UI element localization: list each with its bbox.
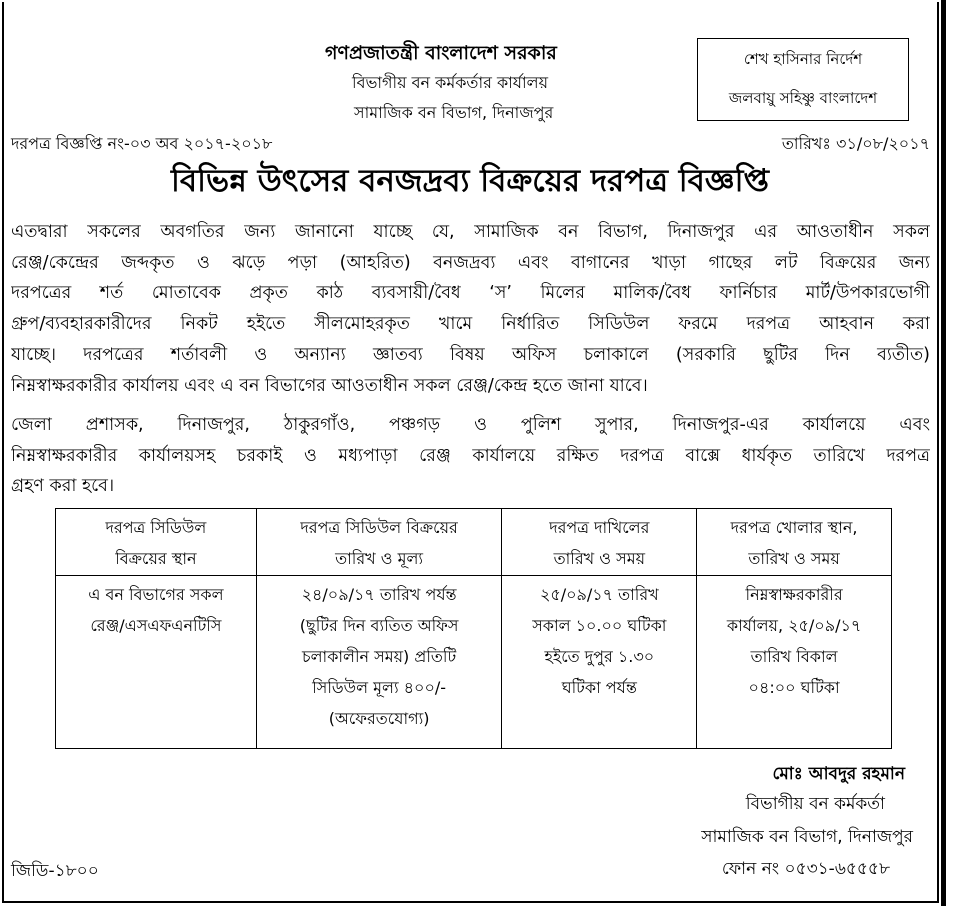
table-row <box>56 576 892 749</box>
slogan-line-1: শেখ হাসিনার নির্দেশ <box>743 49 863 68</box>
table-header-cell: দরপত্র সিডিউল বিক্রয়ের তারিখ ও মূল্য <box>256 509 502 576</box>
signatory-name: মোঃ আবদুর রহমান <box>772 764 905 784</box>
paragraph-line: নিম্নস্বাক্ষরকারীর কার্যালয়সহ চরকাই ও মধ্যপাড়া রেঞ্জ কার্যালয়ে রক্ষিত দরপত্র বাক্সে ধার্যকৃত তারিখে দরপত্র <box>11 445 930 466</box>
slogan-line-2: জলবায়ু সহিষ্ণু বাংলাদেশ <box>728 88 878 107</box>
signatory-office: সামাজিক বন বিভাগ, দিনাজপুর <box>701 827 913 847</box>
notice-date: তারিখঃ ৩১/০৮/২০১৭ <box>781 134 930 153</box>
paragraph-line: গ্রুপ/ব্যবহারকারীদের নিকট হইতে সীলমোহরকৃত খামে নির্ধারিত সিডিউল ফরমে দরপত্র আহবান করা <box>11 314 930 335</box>
signatory-designation: বিভাগীয় বন কর্মকর্তা <box>745 794 885 814</box>
table-header-cell: দরপত্র দাখিলের তারিখ ও সময় <box>502 509 697 576</box>
paragraph-1 <box>11 217 930 401</box>
schedule-table <box>55 508 892 749</box>
table-cell: ২৪/০৯/১৭ তারিখ পর্যন্ত (ছুটির দিন ব্যতিত অফিস চলাকালীন সময়) প্রতিটি সিডিউল মূল্য ৪০০/- (অফেরতযোগ্য) <box>256 576 502 749</box>
paragraph-2 <box>11 410 930 502</box>
slogan-box <box>697 38 909 121</box>
table-cell: ২৫/০৯/১৭ তারিখ সকাল ১০.০০ ঘটিকা হইতে দুপুর ১.৩০ ঘটিকা পর্যন্ত <box>502 576 697 749</box>
table-header-row <box>56 509 892 576</box>
signatory-phone: ফোন নং ০৫৩১-৬৫৫৫৮ <box>721 859 890 879</box>
table-cell: নিম্নস্বাক্ষরকারীর কার্যালয়, ২৫/০৯/১৭ তারিখ বিকাল ০৪:০০ ঘটিকা <box>697 576 892 749</box>
table-header-cell: দরপত্র খোলার স্থান, তারিখ ও সময় <box>697 509 892 576</box>
paragraph-line: জেলা প্রশাসক, দিনাজপুর, ঠাকুরগাঁও, পঞ্চগড় ও পুলিশ সুপার, দিনাজপুর-এর কার্যালয়ে এবং <box>11 415 930 435</box>
notice-reference: দরপত্র বিজ্ঞপ্তি নং-০৩ অব ২০১৭-২০১৮ <box>11 134 273 153</box>
division-name: সামাজিক বন বিভাগ, দিনাজপুর <box>354 103 554 122</box>
paragraph-line: রেঞ্জ/কেন্দ্রের জব্দকৃত ও ঝড়ে পড়া (আহরিত) বনজদ্রব্য এবং বাগানের খাড়া গাছের লট বিক্রয়ের জন্য <box>11 252 930 273</box>
government-title: গণপ্রজাতন্ত্রী বাংলাদেশ সরকার <box>325 42 557 64</box>
paragraph-line: যাচ্ছে। দরপত্রের শর্তাবলী ও অন্যান্য জ্ঞাতব্য বিষয় অফিস চলাকালে (সরকারি ছুটির দিন ব্যতীত) <box>11 344 930 365</box>
page-edge <box>941 0 946 906</box>
table-header-cell: দরপত্র সিডিউল বিক্রয়ের স্থান <box>56 509 257 576</box>
table-cell: এ বন বিভাগের সকল রেঞ্জ/এসএফএনটিসি <box>56 576 257 749</box>
paragraph-line: নিম্নস্বাক্ষরকারীর কার্যালয় এবং এ বন বিভাগের আওতাধীন সকল রেঞ্জ/কেন্দ্র হতে জানা যাবে। <box>11 375 648 396</box>
paragraph-line: দরপত্রের শর্ত মোতাবেক প্রকৃত কাঠ ব্যবসায়ী/বৈধ ‘স’ মিলের মালিক/বৈধ ফার্নিচার মার্ট/উপকারভোগী <box>11 283 930 304</box>
gd-number: জিডি-১৮০০ <box>11 861 99 881</box>
paragraph-line: গ্রহণ করা হবে। <box>11 476 115 497</box>
office-name: বিভাগীয় বন কর্মকর্তার কার্যালয় <box>352 73 549 92</box>
paragraph-line: এতদ্বারা সকলের অবগতির জন্য জানানো যাচ্ছে যে, সামাজিক বন বিভাগ, দিনাজপুর এর আওতাধীন সকল <box>11 222 930 242</box>
notice-title: বিভিন্ন উৎসের বনজদ্রব্য বিক্রয়ের দরপত্র বিজ্ঞপ্তি <box>171 163 769 199</box>
